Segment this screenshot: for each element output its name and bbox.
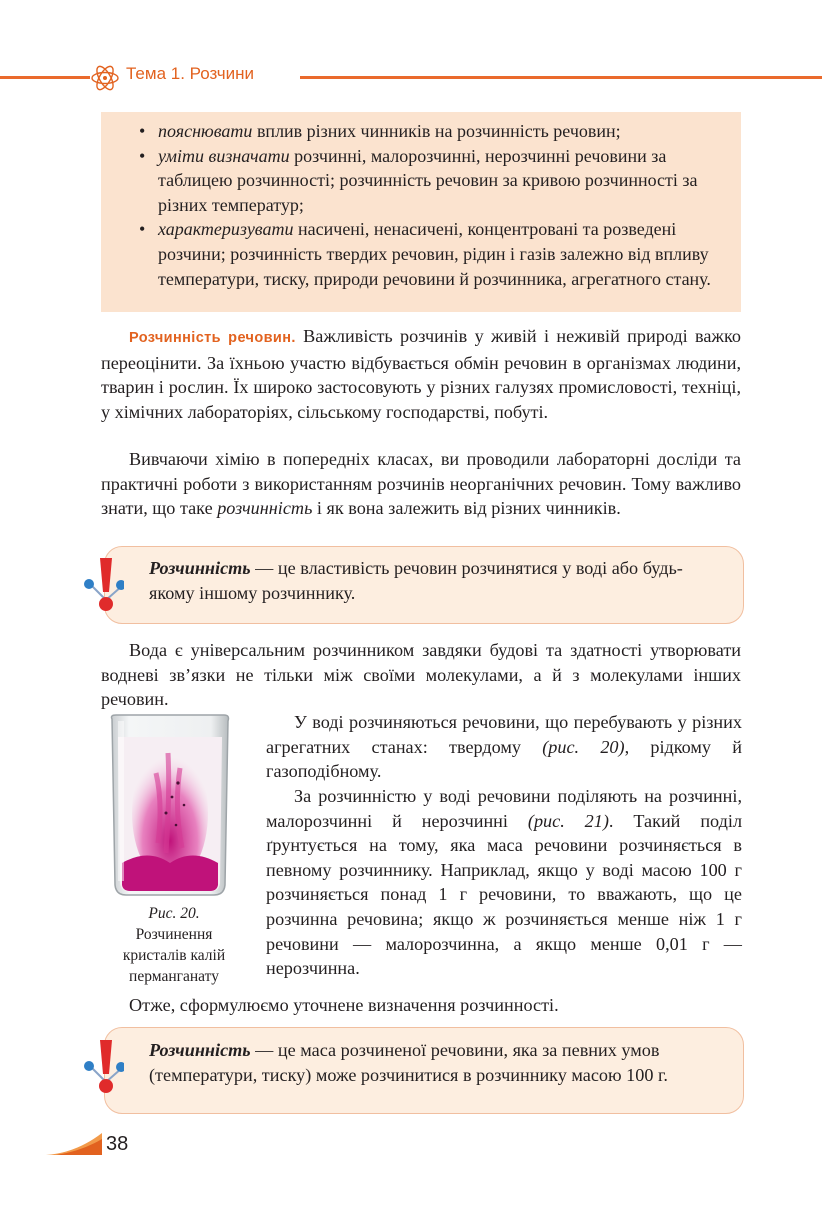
emphasis-term: розчинність — [217, 498, 313, 519]
paragraph-refined-definition — [101, 993, 741, 1018]
figure-caption-text: Розчинення кристалів калій перманганату — [122, 926, 226, 985]
header-rule-left — [0, 76, 90, 79]
objective-text: насичені, ненасичені, концентровані та розведені розчини; розчинність твердих речовин, рідин і газів залежно від впливу температури, тиску, природи речовини й розчинника, агрегатного стану. — [158, 219, 711, 289]
beaker-potassium-permanganate-image — [108, 713, 232, 897]
page-corner-swoosh-icon — [46, 1131, 104, 1157]
paragraph-solubility-classes — [266, 784, 742, 981]
definition-text: — це властивість речовин розчинятися у воді або будь-якому іншому розчиннику. — [149, 558, 683, 603]
paragraph-solubility-intro — [101, 324, 741, 424]
definition-term: Розчинність — [149, 558, 251, 578]
paragraph-text: Важливість розчинів у живій і неживій природі важко переоцінити. За їхньою участю відбувається обмін речовин в організмах людини, тварин і рослин. Їх широко застосовують у різних галузях промисловості, техніці, у хімічних лабораторіях, сільському господарстві, побуті. — [101, 326, 741, 422]
paragraph-previous-classes — [101, 447, 741, 521]
header-rule-right — [300, 76, 822, 79]
learning-objectives-box — [101, 112, 741, 312]
page-number: 38 — [106, 1133, 129, 1155]
objective-lead: пояснювати — [158, 121, 253, 141]
exclamation-molecule-icon — [80, 1038, 124, 1102]
page-header-title: Тема 1. Розчини — [126, 64, 254, 83]
objectives-list — [101, 112, 741, 291]
paragraph-text: , рідкому й газоподібному. — [266, 736, 742, 782]
paragraph-text: . Такий поділ ґрунтується на тому, яка маса речовини розчиняється в певному розчиннику. Наприклад, якщо у воді масою 100 г розчиняється понад 1 г речовини, то вважають, що це розчинна речовина; якщо ж розчиняється менше ніж 1 г речовини — малорозчинна, а якщо менше 0,01 г — нерозчинна. — [266, 810, 743, 979]
definition-box-1 — [104, 546, 744, 624]
definition-term: Розчинність — [149, 1040, 251, 1060]
objective-text: розчинні, малорозчинні, нерозчинні речовини за таблицею розчинності; розчинність речовин за кривою розчинності за різних температур; — [158, 145, 698, 215]
objective-lead: характеризувати — [158, 219, 294, 240]
figure-label: Рис. 20. — [148, 905, 200, 922]
paragraph-text: За розчинністю у воді речовини поділяють на розчинні, малорозчинні й нерозчинні — [266, 786, 742, 831]
figure-reference: (рис. 20) — [542, 736, 625, 757]
paragraph-aggregate-states — [266, 710, 742, 784]
exclamation-molecule-icon — [80, 556, 124, 620]
section-heading: Розчинність речовин. — [129, 330, 296, 346]
objective-item — [125, 144, 729, 218]
objective-lead: уміти визначати — [158, 145, 290, 166]
figure-reference: (рис. 21) — [527, 810, 609, 831]
paragraph-text: Вивчаючи хімію в попередніх класах, ви проводили лабораторні досліди та практичні роботи з використанням розчинів неорганічних речовин. Тому важливо знати, що таке — [101, 449, 741, 519]
figure-caption — [104, 903, 244, 987]
paragraph-text: У воді розчиняються речовини, що перебувають у різних агрегатних станах: твердому — [266, 712, 742, 757]
paragraph-text: і як вона залежить від різних чинників. — [312, 498, 621, 519]
paragraph-text: Вода є універсальним розчинником завдяки будові та здатності утворювати водневі зв’язки не тільки між своїми молекулами, а й з молекулами інших речовин. — [101, 640, 741, 710]
atom-icon — [90, 63, 120, 93]
definition-box-2 — [104, 1027, 744, 1114]
objective-text: вплив різних чинників на розчинність речовин; — [252, 121, 621, 141]
paragraph-text: Отже, сформулюємо уточнене визначення розчинності. — [129, 995, 559, 1015]
paragraph-water-universal — [101, 638, 741, 712]
objective-item — [125, 217, 729, 291]
definition-text: — це маса розчиненої речовини, яка за певних умов (температури, тиску) може розчинитися в розчиннику масою 100 г. — [149, 1040, 668, 1085]
objective-item — [125, 119, 729, 144]
